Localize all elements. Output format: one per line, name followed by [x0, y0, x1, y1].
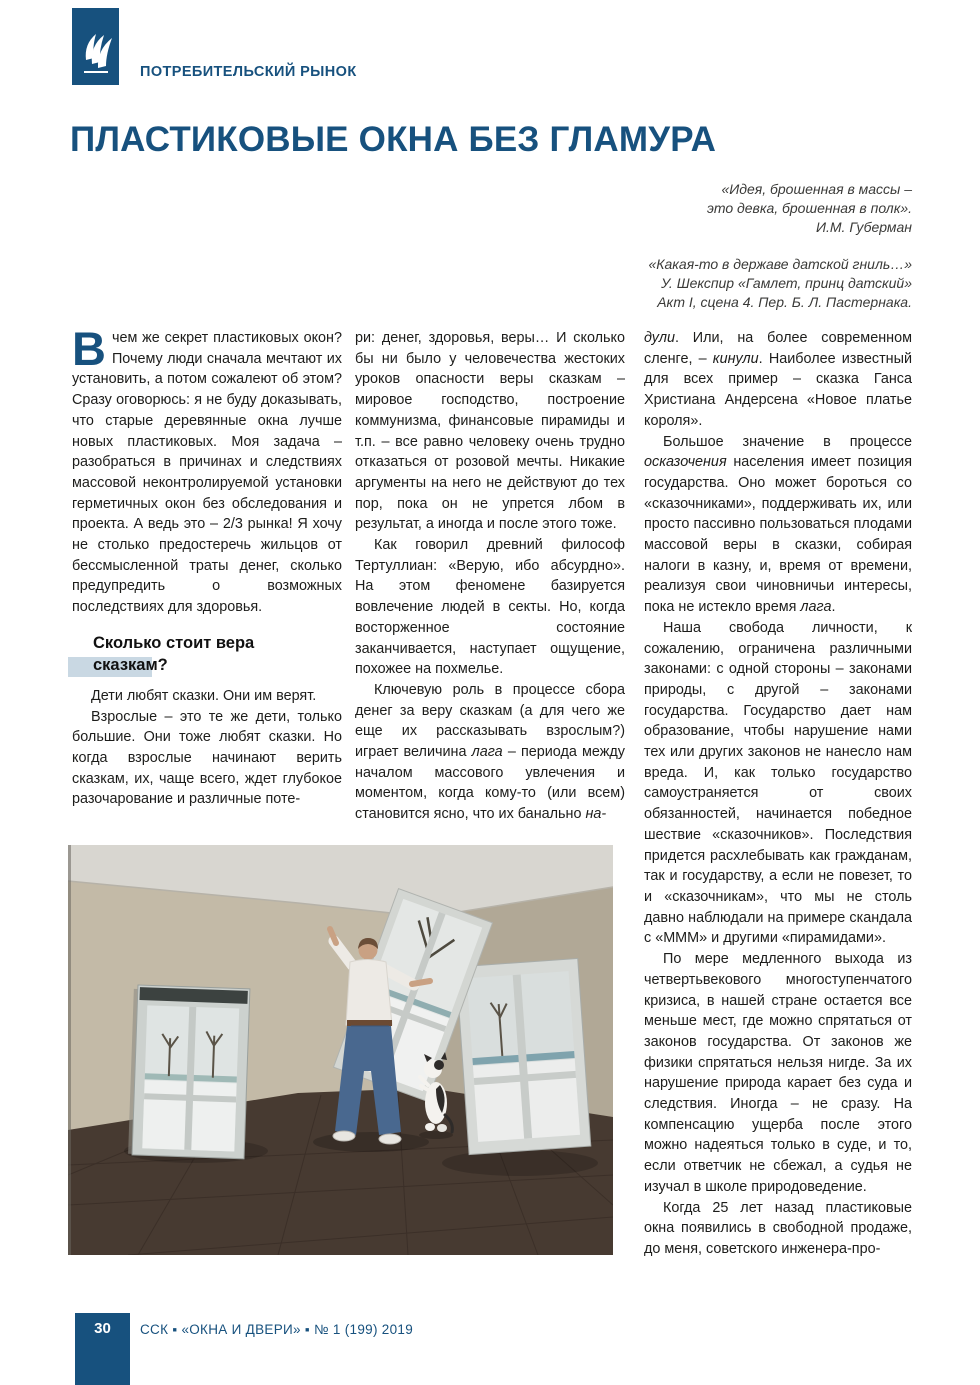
paragraph-text: . Наиболее известный для всех пример – сказка Ганса Христиана Андерсена «Новое платье короля». [644, 350, 912, 429]
paragraph [355, 680, 625, 825]
paragraph-text: Большое значение в процессе [663, 433, 912, 450]
photo-scene [68, 845, 613, 1255]
paragraph-text: . [831, 599, 836, 616]
paragraph: ри: денег, здоровья, веры… И сколько бы ни было у человечества жестоких уроков опасности веры сказкам – мировое господство, построение коммунизма, финансовые пирамиды и т.п. – все равно человеку очень трудно отказаться от розовой мечты. Никакие аргументы на него не действуют до тех пор, пока он не упрется лбом в результат, а иногда и после этого тоже. [355, 330, 625, 533]
paragraph-text-italic: лага [471, 744, 503, 761]
paragraph: Когда 25 лет назад пластиковые окна появились в свободной продаже, до меня, советского инженера-про- [644, 1199, 912, 1257]
article-photo-window-installation [68, 845, 613, 1255]
epigraphs [492, 180, 912, 330]
paragraph-text-italic: лага [800, 599, 832, 616]
paragraph [644, 432, 912, 618]
paragraph: Наша свобода личности, к сожалению, ограничена различными законами: с одной стороны – законами природы, с другой – законами государства. Государство дает нам образование, чтобы нарушение нами тех или других законов не нанесло нам вреда. И, как только государство самоустраняется от своих обязанностей, начинается победное шествие «сказочников». Последствия придется расхлебывать как гражданам, так и государству, а если не повезет, то и «сказочникам», что мы не столь давно наблюдали на примере скандала с «МММ» и другими «пирамидами». [644, 619, 912, 947]
text-column-2 [355, 328, 625, 825]
drop-cap: В [72, 322, 106, 375]
leaning-window-left [128, 985, 250, 1159]
article-title: ПЛАСТИКОВЫЕ ОКНА БЕЗ ГЛАМУРА [70, 120, 717, 159]
leaning-window-right [456, 958, 591, 1154]
epigraph-guberman [492, 180, 912, 237]
epigraph-line: У. Шекспир «Гамлет, принц датский» [661, 275, 912, 291]
subheading-line: сказкам? [93, 655, 168, 674]
paragraph-text: чем же секрет пластиковых окон? Почему люди сначала мечтают их установить, а потом сожалеют об этом? Сразу оговорюсь: я не буду доказывать, что старые деревянные окна лучше новых пластиковых. Моя задача – разобраться в причинах и следствиях массовой неконтролируемой установки герметичных окон без обследования и проекта. А ведь это – 2/3 рынка! Я хочу не столько предостеречь жильцов от бессмысленной траты денег, сколько предупредить о возможных последствиях для здоровья. [72, 330, 342, 616]
publisher-logo [72, 8, 119, 85]
paragraph: Взрослые – это те же дети, только большие. Они тоже любят сказки. Но когда взрослые начинают верить сказкам, их, чаще всего, ждет глубокое разочарование и различные поте- [72, 708, 342, 808]
epigraph-line: «Какая-то в державе датской гниль…» [648, 256, 912, 272]
paragraph-text-italic: кинули [712, 350, 759, 367]
page-number: 30 [94, 1320, 111, 1337]
epigraph-shakespeare [492, 255, 912, 312]
paragraph-text-italic: осказочения [644, 454, 727, 471]
paragraph-text: . Или, на более современном сленге, – [644, 330, 912, 367]
journal-footer: ССК ▪ «ОКНА И ДВЕРИ» ▪ № 1 (199) 2019 [140, 1322, 414, 1337]
text-column-1 [72, 322, 342, 810]
paragraph [644, 328, 912, 432]
epigraph-author: И.М. Губерман [815, 219, 912, 235]
logo-swoosh-icon [72, 8, 119, 85]
paragraph: Как говорил древний философ Тертуллиан: «Верую, ибо абсурдно». На этом феномене базируется вовлечение людей в секты. Но, когда восторженное состояние заканчивается, наступает ощущение, похожее на похмелье. [355, 537, 625, 678]
paragraph-text-italic: дули [644, 330, 675, 346]
paragraph: По мере медленного выхода из четвертьвекового многоступенчатого кризиса, в нашей стране остается все меньше мест, где можно спрятаться от законов государства. От законов же физики спрятаться нельзя нигде. За их нарушение природа карает без суда и следствия. Иногда – не сразу. На компенсацию ущерба после этого можно надеяться только в суде, и то, если ответчик не сбежал, а судья не изучал в школе природоведение. [644, 951, 912, 1195]
text-column-3 [644, 328, 912, 1260]
page-number-box [75, 1313, 130, 1385]
paragraph: Дети любят сказки. Они им верят. [91, 687, 317, 704]
subheading-line: Сколько стоит вера [93, 633, 255, 652]
epigraph-author: Акт I, сцена 4. Пер. Б. Л. Пастернака. [657, 294, 912, 310]
paragraph-text: – периода между началом массового увлечения и моментом, когда кому-то (или всем) становится ясно, что их банально [355, 744, 625, 823]
subheading [72, 632, 342, 676]
section-label: ПОТРЕБИТЕЛЬСКИЙ РЫНОК [140, 64, 357, 80]
paragraph-text-italic: на- [585, 806, 607, 823]
paragraph-text: Ключевую роль в процессе сбора денег за веру сказкам (а для чего же еще их рассказывать взрослым?) играет величина [355, 681, 625, 761]
paragraph-text: населения имеет позиция государства. Оно может бороться со «сказочниками», поддерживать их, или просто пассивно пользоваться плодами массовой веры в сказки, собирая налоги в казну, и, время от времени, реализуя свои чиновничьи интересы, пока не истекло время [644, 454, 912, 616]
paragraph [72, 322, 342, 618]
epigraph-line: это девка, брошенная в полк». [706, 200, 912, 216]
epigraph-line: «Идея, брошенная в массы – [721, 181, 912, 197]
